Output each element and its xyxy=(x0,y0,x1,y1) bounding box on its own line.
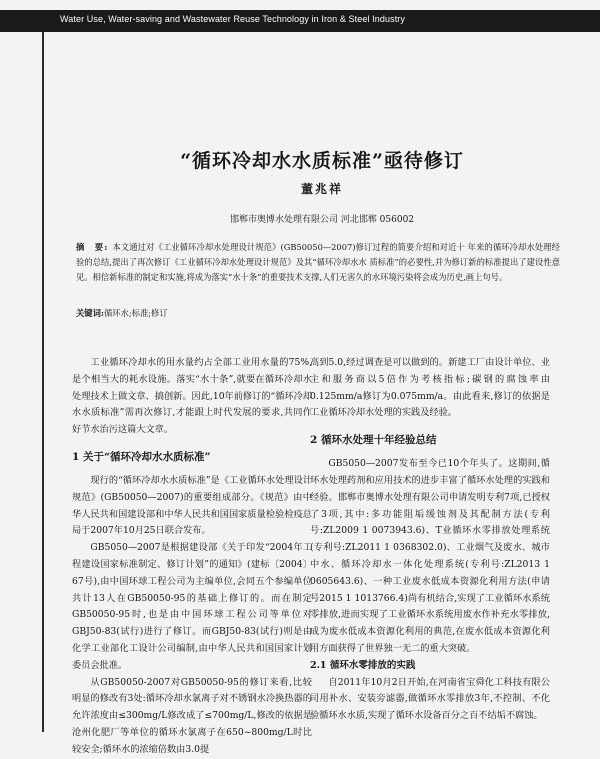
section-1-heading: 1 关于“循环冷却水水质标准” xyxy=(72,450,211,463)
body-column-left xyxy=(72,355,312,759)
margin-rule xyxy=(42,32,44,732)
section-1-paragraph: 从GB50050-2007对GB50050-95的修订来看,比较明显的修改有3处:循环冷却水氯离子对不锈钢水冷换热器的允许浓度由≤300mg/L修改成了≤700mg/L,修改的依据是沧州化肥厂等单位的循环水氯离子在650~800mg/L时比较安全;循环水的浓缩倍数由3.0提 xyxy=(72,676,312,755)
section-2-paragraph: GB5050—2007发布至今已10个年头了。这期间,循环水处理药剂和应用技术的进步丰富了循环水处理的实践和经验。邯郸市奥博水处理有限公司申请发明专利7项,已授权了3项,其中:多功能阻垢缓蚀剂及其配制方法(专利号:ZL2009 1 0073943.6)、T业循环水零排放处理系统(专利号:ZL2011 1 0368302.0)、工业烟气及废水、城市中水、循环冷却水一体化处理系统(专利号:ZL2013 1 0605643.6)、一种工业废水低成本资源化利用方法(申请号2015 1 1013766.4)尚有机结合,实现了工业循环水系统零排放,进而实现了工业循环水系统用废水作补充水零排放,成为废水低成本资源化利用的典范,在废水低成本资源化利用方面获得了世界独一无二的重大突破。 xyxy=(310,458,550,654)
body-column-right xyxy=(310,355,550,725)
article-title: “循环冷却水水质标准”亟待修订 xyxy=(180,150,464,172)
section-2-heading: 2 循环水处理十年经验总结 xyxy=(310,434,437,447)
continued-paragraph: 高到5.0,经过调查是可以做到的。新建工厂由设计单位、业主和服务商以5倍作为考核指标;碳钢的腐蚀率由0.125mm/a修订为0.075mm/a。由此看来,修订的依据是工业循环冷却水处理的实践及经验。 xyxy=(310,357,550,419)
article-author: 董兆祥 xyxy=(300,182,343,196)
abstract-text: 本文通过对《工业循环冷却水处理设计规范》(GB50050—2007)修订过程的简要介绍和对近十 年来的循环冷却水处理经验的总结,提出了再次修订《工业循环冷却水处理设计规范》及其“循环冷却水水 质标准”的必要性,并为修订新的标准提出了建设性意见。相信新标准的制定和实施,将成为落实“水十条”的重要技术支撑,人们无害久的水环境污染将会成为历史,画上句号。 xyxy=(76,242,560,282)
article-affiliation: 邯郸市奥博水处理有限公司 河北邯郸 056002 xyxy=(229,215,415,225)
section-2-1-paragraph: 自2011年10月2日开始,在河南省宝舜化工科技有限公司用补水、安装旁滤器,做循环水零排放3年,不控制、不化验循环水水质,实现了循环水设备百分之百不结垢不腐蚀。 xyxy=(310,676,550,722)
intro-paragraph: 工业循环冷却水的用水量约占全部工业用水量的75%,是个相当大的耗水设施。落实“水十条”,就要在循环冷却水处理技术上做文章、搞创新。因此,10年前修订的“循环冷却水水质标准”需再次修订,才能跟上时代发展的要求,共同作好节水治污这篇大文章。 xyxy=(72,357,312,436)
section-1-paragraph: 现行的“循环冷却水水质标准”是《工业循环水处理设计规范》(GB50050—2007)的重要组成部分。《规范》由中华人民共和国建设部和中华人民共和国国家质量检验检疫总局于2007年10月25日联合发布。 xyxy=(72,474,312,537)
keywords-text: 循环水;标准;修订 xyxy=(103,308,168,318)
keywords-label: 关键词: xyxy=(76,308,104,318)
journal-title: Water Use, Water-saving and Wastewater Reuse Technology in Iron & Steel Industry xyxy=(60,14,405,24)
section-1-paragraph: GB5050—2007是根据建设部《关于印发“2004年工程建设国家标准制定、修订计划”的通知》(建标〔2004〕67号),由中国环球工程公司为主编单位,会同五个参编单位共计13人在GB50050-95的基础上修订的。而在制定GB50050-95时,也是由中国环球工程公司等单位对GBJ50-83(试行)进行了修订。而GBJ50-83(试行)则是由化学工业部化工设计公司编制,由中华人民共和国国家计划委员会批准。 xyxy=(72,542,312,671)
abstract xyxy=(76,240,560,285)
keywords xyxy=(76,306,560,320)
journal-header-bar xyxy=(0,10,600,32)
abstract-label: 摘 要: xyxy=(76,242,109,252)
section-2-1-heading: 2.1 循环水零排放的实践 xyxy=(310,659,416,671)
